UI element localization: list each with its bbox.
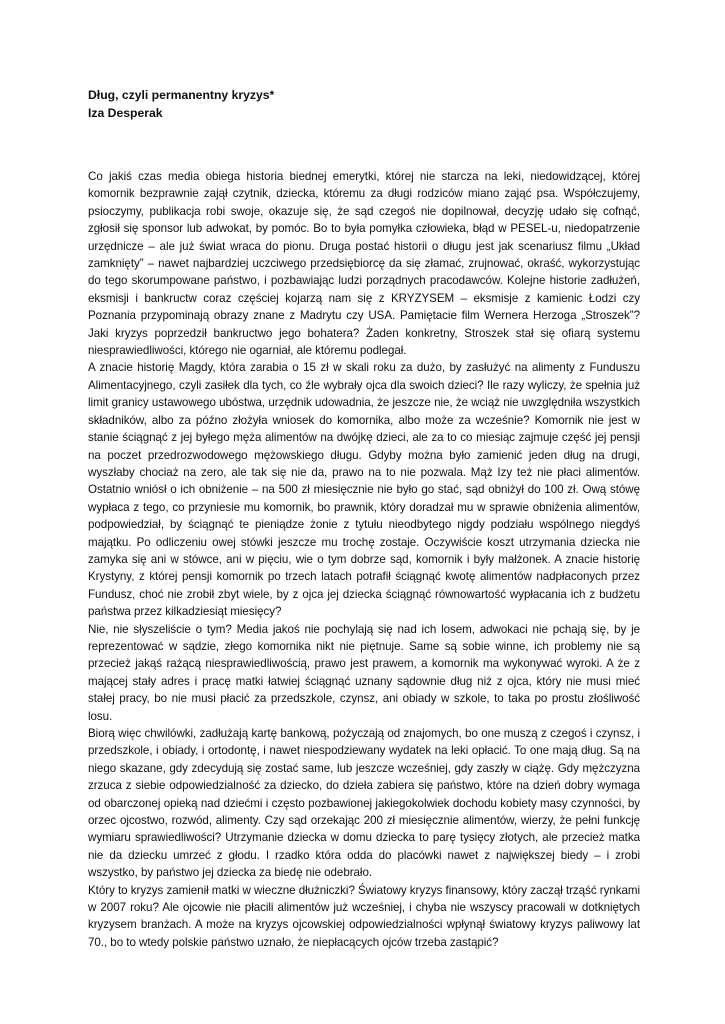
paragraph-3: Nie, nie słyszeliście o tym? Media jakoś nie pochylają się nad ich losem, adwokaci nie pchają się, by je reprezentować w sądzie, złego komornika nikt nie piętnuje. Same są sobie winne, ich problemy nie są przecież jakąś rażącą niesprawiedliwością, prawo jest prawem, a komornik ma wykonywać wyroki. A że z mającej stały adres i pracę matki łatwiej ściągnąć uznany sądownie dług niż z ojca, który nie musi mieć stałej pracy, bo nie musi płacić za przedszkole, czynsz, ani obiady w szkole, to taka po prostu złośliwość losu. xyxy=(88,622,640,723)
paragraph-2: A znacie historię Magdy, która zarabia o 15 zł w skali roku za dużo, by zasłużyć na alimenty z Funduszu Alimentacyjnego, czyli zasiłek dla tych, co źle wybrały ojca dla swoich dzieci? Ile razy wyliczy, że spełnia już limit granicy ustawowego ubóstwa, urzędnik udowadnia, że jeszcze nie, że wciąż nie uwzględniła wszystkich składników, albo za późno złożyła wniosek do komornika, albo może za wcześnie? Komornik nie jest w stanie ściągnąć z jej byłego męża alimentów na dwójkę dzieci, ale za to co miesiąc zajmuje część jej pensji na poczet przedrozwodowego mężowskiego długu. Gdyby można było zamienić jeden dług na drugi, wyszłaby chociaż na zero, ale tak się nie da, prawo na to nie pozwala. Mąż Izy też nie płaci alimentów. Ostatnio wniósł o ich obniżenie – na 500 zł miesięcznie nie było go stać, sąd obniżył do 100 zł. Ową stówę wypłaca z tego, co przyniesie mu komornik, bo prawnik, który doradzał mu w sprawie obniżenia alimentów, podpowiedział, by ściągnąć te pieniądze żonie z tytułu nieodbytego nigdy podziału wspólnego niegdyś majątku. Po odliczeniu owej stówki jeszcze mu trochę zostaje. Oczywiście koszt utrzymania dziecka nie zamyka się ani w stówce, ani w pięciu, wie o tym dobrze sąd, komornik i były małżonek. A znacie historię Krystyny, z której pensji komornik po trzech latach potrafił ściągnąć kwotę alimentów nadpłaconych przez Fundusz, choć nie zrobił zbyt wiele, by z ojca jej dziecka ściągnąć równowartość wypłacania ich z budżetu państwa przez kilkadziesiąt miesięcy? xyxy=(88,361,640,619)
paragraph-5: Który to kryzys zamienił matki w wieczne dłużniczki? Światowy kryzys finansowy, który zaczął trząść rynkami w 2007 roku? Ale ojcowie nie płacili alimentów już wcześniej, i chyba nie wszyscy pracowali w dotkniętych kryzysem branżach. A może na kryzys ojcowskiej odpowiedzialności wpłynął światowy kryzys paliwowy lat 70., bo to wtedy polskie państwo uznało, że niepłacących ojców trzeba zastąpić? xyxy=(88,883,640,949)
document-title: Dług, czyli permanentny kryzys* xyxy=(88,88,275,102)
paragraph-1: Co jakiś czas media obiega historia biednej emerytki, której nie starcza na leki, niedowidzącej, której komornik bezprawnie zajął czytnik, dziecka, któremu za długi rodziców miano zająć psa. Współczujemy, psioczymy, publikacja robi swoje, okazuje się, że sąd czegoś nie dopilnował, decyzję udało się cofnąć, zgłosił się sponsor lub adwokat, by pomóc. Bo to była pomyłka człowieka, błąd w PESEL-u, niedopatrzenie urzędnicze – ale już świat wraca do pionu. Druga postać historii o długu jest jak scenariusz filmu „Układ zamknięty” – nawet najbardziej uczciwego przedsiębiorcę da się złamać, zrujnować, okraść, wykorzystując do tego skorumpowane państwo, i pozbawiając ludzi porządnych pracodawców. Kolejne historie zadłużeń, eksmisji i bankructw coraz częściej kojarzą nam się z KRYZYSEM – eksmisje z kamienic Łodzi czy Poznania przypominają obrazy znane z Madrytu czy USA. Pamiętacie film Wernera Herzoga „Stroszek”? Jaki kryzys poprzedził bankructwo jego bohatera? Żaden konkretny, Stroszek stał się ofiarą systemu niesprawiedliwości, którego nie ogarniał, ale któremu podlegał. xyxy=(88,170,640,358)
document-body xyxy=(88,168,640,951)
paragraph-4: Biorą więc chwilówki, zadłużają kartę bankową, pożyczają od znajomych, bo one muszą z czegoś i czynsz, i przedszkole, i obiady, i ortodontę, i nawet niespodziewany wydatek na leki opłacić. To one mają dług. Są na niego skazane, gdy zdecydują się zostać same, lub jeszcze wcześniej, gdy zaszły w ciążę. Gdy mężczyzna zrzuca z siebie odpowiedzialność za dziecko, do dzieła zabiera się państwo, które na dzień dobry wymaga od obarczonej opieką nad dziećmi i często pozbawionej jakiegokolwiek dochodu kobiety masy czynności, by orzec ojcostwo, rozwód, alimenty. Czy sąd orzekając 200 zł miesięcznie alimentów, wierzy, że pełni funkcję wymiaru sprawiedliwości? Utrzymanie dziecka w domu dziecka to parę tysięcy złotych, ale przecież matka nie da dziecku umrzeć z głodu. I rzadko która odda do placówki nawet z największej biedy – i zrobi wszystko, by państwo jej dziecka za biedę nie odebrało. xyxy=(88,727,640,880)
document-page xyxy=(88,86,640,951)
document-author: Iza Desperak xyxy=(88,106,163,120)
